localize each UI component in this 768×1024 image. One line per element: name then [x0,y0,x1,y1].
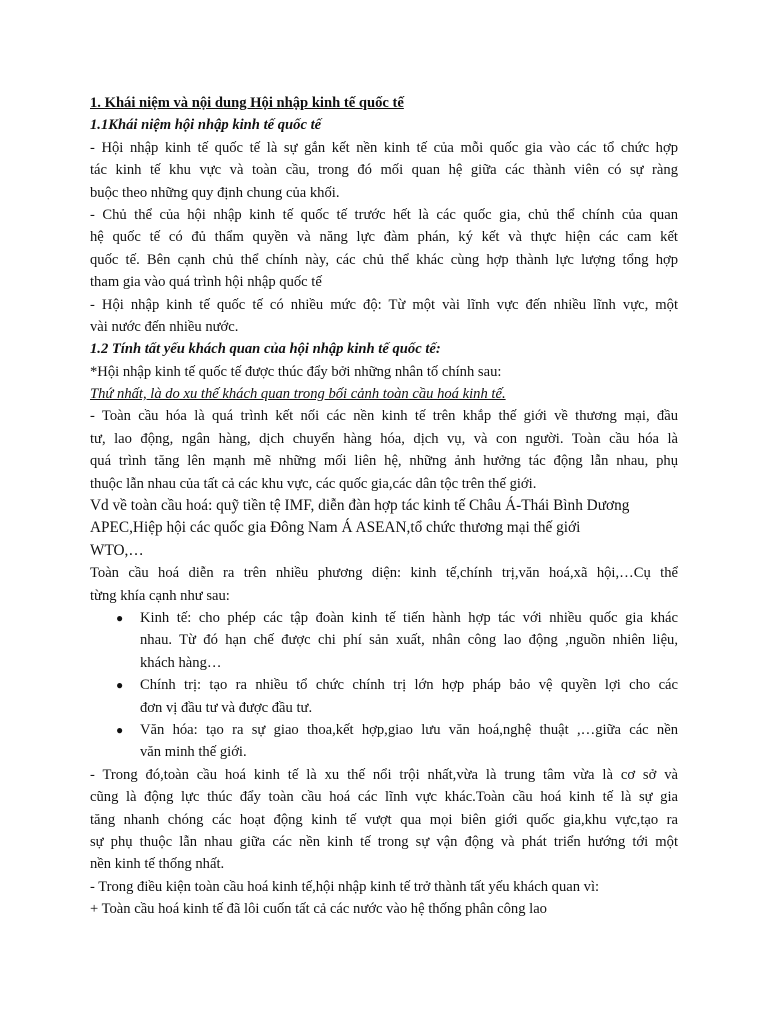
paragraph-examples [90,495,678,562]
text-line: tư, lao động, ngân hàng, dịch chuyển hàng hóa, dịch vụ, và con người. Toàn cầu hóa là [90,430,678,447]
text-line: APEC,Hiệp hội các quốc gia Đông Nam Á ASEAN,tổ chức thương mại thế giới [90,519,581,537]
text-line: Vd về toàn cầu hoá: quỹ tiền tệ IMF, diễn đàn hợp tác kinh tế Châu Á-Thái Bình Dương [90,497,630,515]
text-line: - Toàn cầu hóa là quá trình kết nối các nền kinh tế trên khắp thế giới về thương mại, đầu [90,408,678,425]
text-line: vài nước đến nhiều nước. [90,318,239,335]
text-line: + Toàn cầu hoá kinh tế đã lôi cuốn tất cả các nước vào hệ thống phân công lao [90,901,547,918]
intro-line: *Hội nhập kinh tế quốc tế được thúc đẩy bởi những nhân tố chính sau: [90,363,502,380]
text-line: - Hội nhập kinh tế quốc tế có nhiều mức độ: Từ một vài lĩnh vực đến nhiều lĩnh vực, một [90,296,678,313]
paragraph-levels [90,294,678,339]
text-line: sự phụ thuộc lẫn nhau giữa các nền kinh tế trong sự vận động và phát triển hướng tới một [90,833,678,850]
text-line: tham gia vào quá trình hội nhập quốc tế [90,274,322,291]
text-line: tác kinh tế khu vực và toàn cầu, trong đó mối quan hệ giữa các thành viên có sự ràng [90,162,678,179]
paragraph-globalization [90,405,678,495]
list-item [90,719,678,764]
text-line: từng khía cạnh như sau: [90,587,230,604]
section-heading: 1. Khái niệm và nội dung Hội nhập kinh tế quốc tế [90,95,404,111]
document-page [90,92,678,920]
first-reason-line: Thứ nhất, là do xu thế khách quan trong bối cảnh toàn cầu hoá kinh tế. [90,386,506,403]
text-line: quốc tế. Bên cạnh chủ thể chính này, các chủ thể khác cùng hợp thành lực lượng tổng hợp [90,251,678,268]
text-line: - Trong điều kiện toàn cầu hoá kinh tế,hội nhập kinh tế trở thành tất yếu khách quan vì: [90,878,600,895]
paragraph-subjects [90,204,678,294]
subsection-heading: 1.1Khái niệm hội nhập kinh tế quốc tế [90,117,322,134]
text-line: đơn vị đầu tư và được đầu tư. [140,699,313,716]
list-item [90,607,678,674]
text-line: hệ quốc tế có đủ thẩm quyền và năng lực đàm phán, ký kết và thực hiện các cam kết [90,229,678,246]
text-line: tăng nhanh chóng các hoạt động kinh tế vượt qua mọi biên giới quốc gia,khu vực,tạo ra [90,811,678,828]
paragraph-aspects [90,562,678,607]
text-line: thuộc lẫn nhau của tất cả các khu vực, các quốc gia,các dân tộc trên thế giới. [90,475,537,492]
text-line: Toàn cầu hoá diễn ra trên nhiều phương diện: kinh tế,chính trị,văn hoá,xã hội,…Cụ thể [90,565,678,582]
text-line: buộc theo những quy định chung của khối. [90,184,340,201]
text-line: - Trong đó,toàn cầu hoá kinh tế là xu thế nổi trội nhất,vừa là trung tâm vừa là cơ sở và [90,766,678,783]
aspect-list [90,607,678,764]
text-line: Kinh tế: cho phép các tập đoàn kinh tế tiến hành hợp tác với nhiều quốc gia khác [140,609,678,626]
text-line: - Chủ thể của hội nhập kinh tế quốc tế trước hết là các quốc gia, chủ thể chính của quan [90,206,678,223]
text-line: văn minh thế giới. [140,744,247,761]
bullet-icon: ● [116,722,124,737]
bullet-icon: ● [116,610,124,625]
paragraph-definition [90,137,678,204]
text-line: khách hàng… [140,654,222,671]
text-line: nền kinh tế thống nhất. [90,856,225,873]
text-line: cũng là động lực thúc đẩy toàn cầu hoá các lĩnh vực khác.Toàn cầu hoá kinh tế là sự gia [90,789,678,806]
text-line: - Hội nhập kinh tế quốc tế là sự gắn kết nền kinh tế của mỗi quốc gia vào các tổ chức hợp [90,139,678,156]
list-item [90,674,678,719]
text-line: Văn hóa: tạo ra sự giao thoa,kết hợp,giao lưu văn hoá,nghệ thuật ,…giữa các nền [140,721,678,738]
text-line: nhau. Từ đó hạn chế được chi phí sản xuất, nhân công lao động ,nguồn nhiên liệu, [140,632,678,649]
bullet-icon: ● [116,678,124,693]
text-line: WTO,… [90,541,144,559]
subsection-heading: 1.2 Tính tất yếu khách quan của hội nhập kinh tế quốc tế: [90,341,441,358]
text-line: Chính trị: tạo ra nhiều tổ chức chính trị lớn hợp pháp bảo vệ quyền lợi cho các [140,677,678,694]
text-line: quá trình tăng lên mạnh mẽ những mối liên hệ, những ảnh hưởng tác động lẫn nhau, phụ [90,453,678,470]
paragraph-economic-globalization [90,764,678,876]
